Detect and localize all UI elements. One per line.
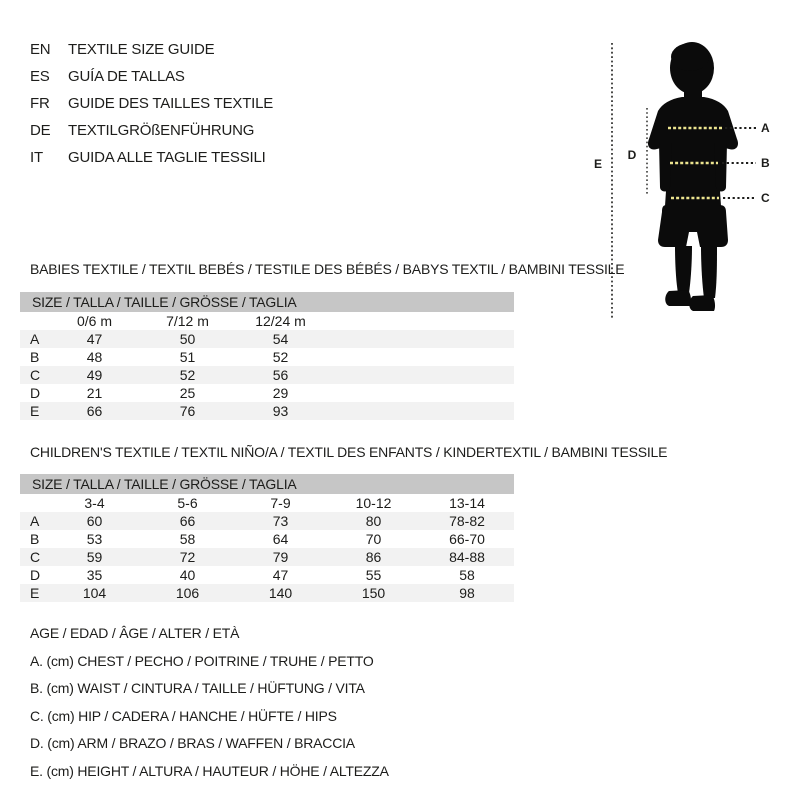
cell: 98 xyxy=(459,585,475,601)
cell: 50 xyxy=(179,331,196,347)
cell: 60 xyxy=(86,513,103,529)
figure-label-d: D xyxy=(627,148,637,162)
cell: 86 xyxy=(365,549,382,565)
cell: 53 xyxy=(86,531,103,547)
legend-line-waist: B. (cm) WAIST / CINTURA / TAILLE / HÜFTUNG / VITA xyxy=(30,680,365,696)
cell: 52 xyxy=(179,367,196,383)
row-label: C xyxy=(30,367,41,383)
cell: 64 xyxy=(272,531,289,547)
lang-code: ES xyxy=(30,68,50,85)
children-table-header-bar: SIZE / TALLA / TAILLE / GRÖSSE / TAGLIA xyxy=(20,474,514,494)
cell: 66 xyxy=(179,513,196,529)
table-row-e xyxy=(20,584,514,602)
lang-row-fr xyxy=(30,90,273,117)
cell: 150 xyxy=(361,585,386,601)
figure-label-a: A xyxy=(761,121,770,135)
column-header: 7/12 m xyxy=(166,313,209,329)
cell: 48 xyxy=(86,349,103,365)
cell: 54 xyxy=(272,331,289,347)
cell: 47 xyxy=(86,331,103,347)
cell: 51 xyxy=(179,349,196,365)
cell: 55 xyxy=(365,567,382,583)
legend-line-arm: D. (cm) ARM / BRAZO / BRAS / WAFFEN / BRACCIA xyxy=(30,735,355,751)
lang-title: TEXTILE SIZE GUIDE xyxy=(68,41,215,58)
children-column-header-row xyxy=(20,494,514,512)
cell: 21 xyxy=(86,385,103,401)
lang-code: DE xyxy=(30,122,51,139)
column-header: 10-12 xyxy=(355,495,392,511)
measurement-legend xyxy=(30,620,389,785)
cell: 58 xyxy=(179,531,196,547)
babies-section-heading: BABIES TEXTILE / TEXTIL BEBÉS / TESTILE DES BÉBÉS / BABYS TEXTIL / BAMBINI TESSILE xyxy=(30,261,625,277)
column-header: 12/24 m xyxy=(255,313,306,329)
figure-label-c: C xyxy=(761,191,770,205)
row-label: D xyxy=(30,385,41,401)
cell: 66-70 xyxy=(449,531,485,547)
figure-label-b: B xyxy=(761,156,770,170)
babies-column-header-row xyxy=(20,312,514,330)
children-size-table xyxy=(20,474,514,602)
cell: 59 xyxy=(86,549,103,565)
column-header-empty xyxy=(20,494,48,512)
table-row-c xyxy=(20,548,514,566)
cell: 73 xyxy=(272,513,289,529)
table-row-b xyxy=(20,530,514,548)
cell: 66 xyxy=(86,403,103,419)
cell: 35 xyxy=(86,567,103,583)
column-header: 7-9 xyxy=(270,495,291,511)
children-section-heading: CHILDREN'S TEXTILE / TEXTIL NIÑO/A / TEXTIL DES ENFANTS / KINDERTEXTIL / BAMBINI TESSILE xyxy=(30,444,668,460)
lang-row-de xyxy=(30,117,273,144)
cell: 106 xyxy=(175,585,200,601)
table-row-a xyxy=(20,512,514,530)
cell: 40 xyxy=(179,567,196,583)
cell: 25 xyxy=(179,385,196,401)
column-header: 0/6 m xyxy=(76,313,112,329)
row-label: A xyxy=(30,513,40,529)
babies-size-table xyxy=(20,292,514,420)
row-label: A xyxy=(30,331,40,347)
table-row-a xyxy=(20,330,514,348)
row-label: E xyxy=(30,585,40,601)
column-header-empty xyxy=(20,312,48,330)
column-header: 3-4 xyxy=(84,495,105,511)
cell: 56 xyxy=(272,367,289,383)
table-row-d xyxy=(20,566,514,584)
cell: 58 xyxy=(459,567,475,583)
row-label: B xyxy=(30,349,40,365)
cell: 80 xyxy=(365,513,382,529)
lang-title: GUIDE DES TAILLES TEXTILE xyxy=(68,95,274,112)
row-label: D xyxy=(30,567,41,583)
cell: 52 xyxy=(272,349,289,365)
child-silhouette-icon xyxy=(648,42,738,311)
cell: 84-88 xyxy=(449,549,485,565)
lang-title: GUIDA ALLE TAGLIE TESSILI xyxy=(68,149,266,166)
babies-table-header-bar: SIZE / TALLA / TAILLE / GRÖSSE / TAGLIA xyxy=(20,292,514,312)
language-title-list xyxy=(30,36,273,171)
lang-code: FR xyxy=(30,95,50,112)
lang-code: EN xyxy=(30,41,51,58)
legend-line-chest: A. (cm) CHEST / PECHO / POITRINE / TRUHE / PETTO xyxy=(30,652,374,669)
lang-row-en xyxy=(30,36,273,63)
column-header: 5-6 xyxy=(177,495,198,511)
table-row-e xyxy=(20,402,514,420)
lang-title: GUÍA DE TALLAS xyxy=(68,68,185,85)
row-label: C xyxy=(30,549,41,565)
lang-code: IT xyxy=(30,149,43,166)
cell: 47 xyxy=(272,567,289,583)
lang-row-es xyxy=(30,63,273,90)
legend-line-age: AGE / EDAD / ÂGE / ALTER / ETÀ xyxy=(30,625,240,641)
lang-row-it xyxy=(30,144,273,171)
cell: 79 xyxy=(272,549,289,565)
cell: 49 xyxy=(86,367,103,383)
row-label: B xyxy=(30,531,40,547)
table-row-c xyxy=(20,366,514,384)
cell: 140 xyxy=(268,585,293,601)
cell: 70 xyxy=(365,531,382,547)
cell: 78-82 xyxy=(449,513,485,529)
cell: 29 xyxy=(272,385,289,401)
cell: 76 xyxy=(179,403,196,419)
cell: 93 xyxy=(272,403,289,419)
table-row-d xyxy=(20,384,514,402)
figure-label-e: E xyxy=(593,157,603,171)
legend-line-height: E. (cm) HEIGHT / ALTURA / HAUTEUR / HÖHE / ALTEZZA xyxy=(30,762,389,779)
cell: 72 xyxy=(179,549,196,565)
legend-line-hip: C. (cm) HIP / CADERA / HANCHE / HÜFTE / HIPS xyxy=(30,707,337,724)
lang-title: TEXTILGRÖßENFÜHRUNG xyxy=(68,122,255,139)
cell: 104 xyxy=(82,585,107,601)
column-header: 13-14 xyxy=(449,495,485,511)
row-label: E xyxy=(30,403,40,419)
table-row-b xyxy=(20,348,514,366)
